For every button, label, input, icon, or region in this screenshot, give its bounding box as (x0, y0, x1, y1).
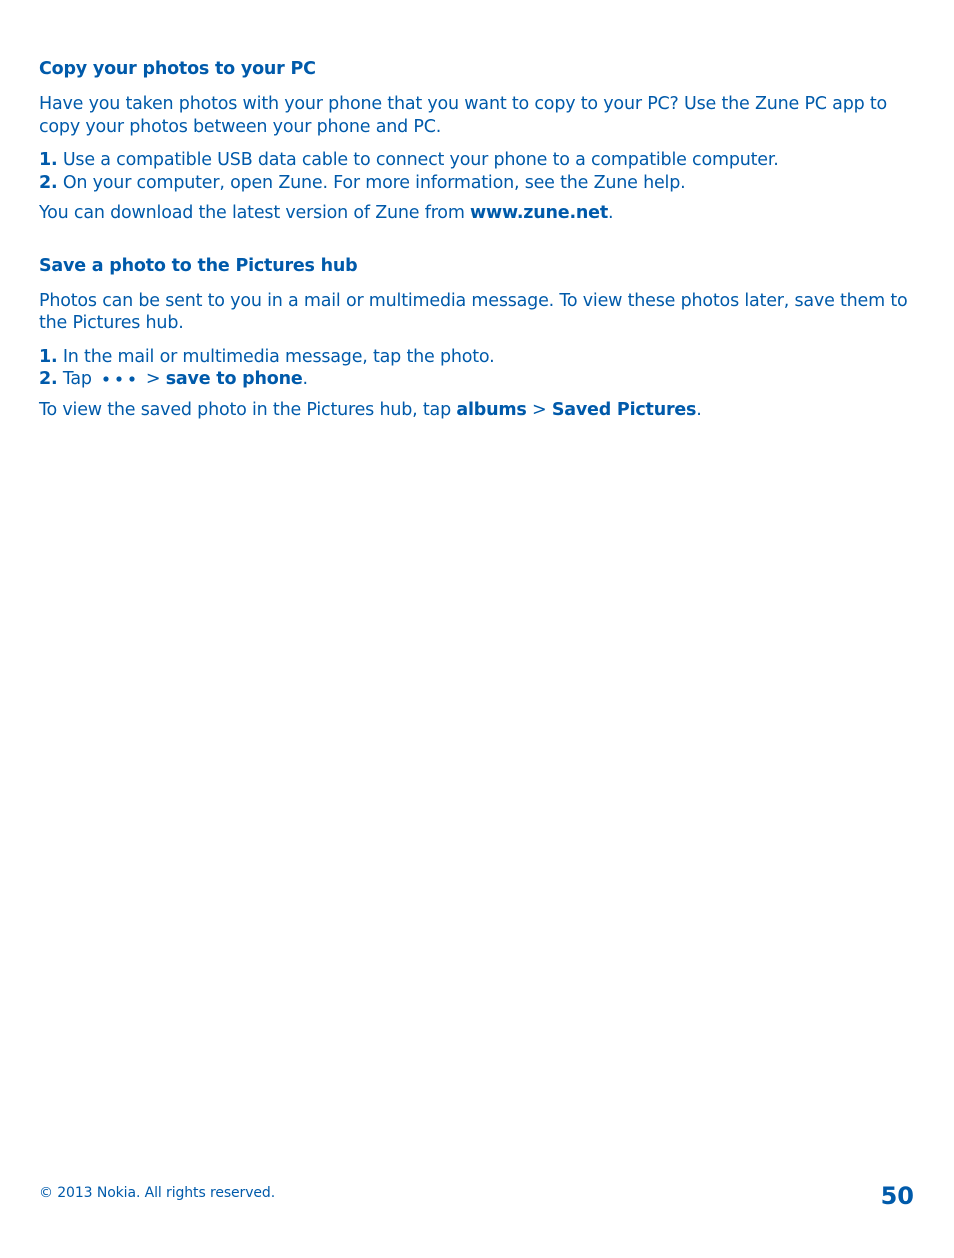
view-suffix: . (696, 399, 702, 420)
step-number: 1. (39, 346, 58, 367)
page-content (39, 57, 915, 432)
section-spacer (39, 236, 915, 254)
view-separator: > (531, 399, 547, 420)
step-suffix: . (302, 369, 308, 389)
step-number: 2. (39, 369, 58, 389)
step-text: Use a compatible USB data cable to connect your phone to a compatible computer. (62, 150, 779, 170)
step-separator: > (145, 369, 161, 389)
section-heading-save-photo: Save a photo to the Pictures hub (39, 255, 358, 276)
download-prefix: You can download the latest version of Zune from (39, 203, 465, 223)
step-prefix: Tap (62, 369, 92, 389)
albums-action: albums (456, 399, 527, 420)
step-number: 2. (39, 172, 58, 193)
save-photo-intro: Photos can be sent to you in a mail or multimedia message. To view these photos later, save them to the Pictures hub. (39, 290, 908, 333)
save-to-phone-action: save to phone (165, 369, 303, 389)
page-number: 50 (880, 1182, 914, 1210)
section-heading-copy-photos: Copy your photos to your PC (39, 59, 316, 79)
saved-pictures-action: Saved Pictures (551, 399, 697, 420)
step-2 (39, 172, 915, 195)
step-text: In the mail or multimedia message, tap the photo. (62, 346, 495, 367)
download-note (39, 202, 915, 225)
view-saved-note (39, 399, 915, 422)
step-1 (39, 346, 915, 369)
copyright-footer: © 2013 Nokia. All rights reserved. (39, 1185, 276, 1201)
step-text: On your computer, open Zune. For more information, see the Zune help. (62, 172, 686, 193)
step-number: 1. (39, 150, 58, 170)
copy-photos-steps (39, 149, 915, 194)
step-1 (39, 149, 915, 172)
save-photo-steps (39, 346, 915, 391)
step-2 (39, 368, 915, 391)
more-dots-icon (100, 372, 140, 386)
download-suffix: . (608, 203, 614, 223)
view-prefix: To view the saved photo in the Pictures hub, tap (39, 399, 451, 420)
zune-link[interactable]: www.zune.net (470, 203, 608, 223)
copy-photos-intro: Have you taken photos with your phone that you want to copy to your PC? Use the Zune PC app to copy your photos between your phone and PC. (39, 94, 888, 137)
